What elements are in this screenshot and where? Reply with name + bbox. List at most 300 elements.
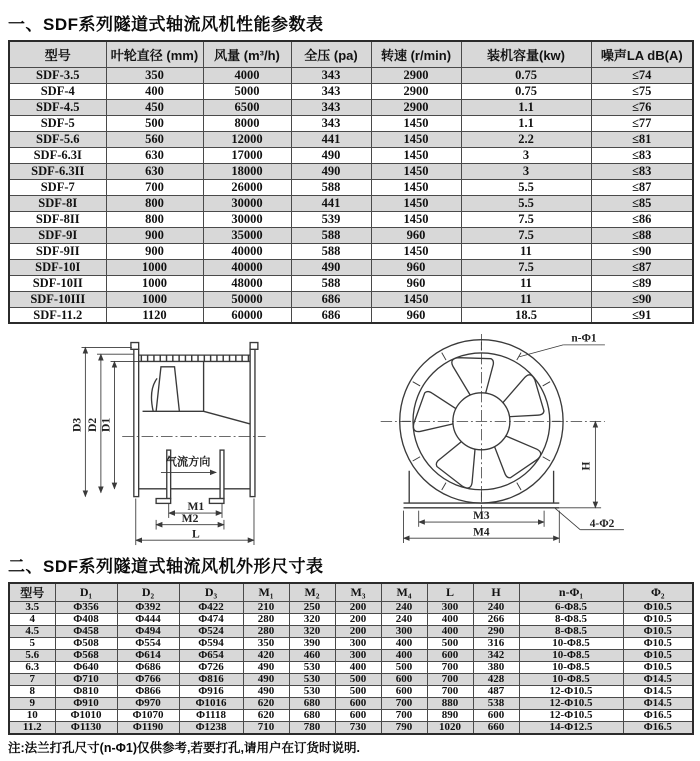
- fan-casing-outline: [130, 343, 257, 504]
- table-cell: 12-Φ10.5: [519, 698, 623, 710]
- table-cell: 300: [427, 602, 473, 614]
- table-row: [9, 179, 693, 195]
- column-header: 装机容量(kw): [461, 41, 591, 67]
- table-cell: Φ594: [179, 638, 243, 650]
- table-cell: 3.5: [9, 602, 55, 614]
- table-cell: 18000: [203, 163, 291, 179]
- table-cell: 500: [381, 662, 427, 674]
- table-cell: Φ14.5: [623, 698, 693, 710]
- table-cell: 790: [381, 722, 427, 735]
- table-cell: 4: [9, 614, 55, 626]
- table-cell: 588: [291, 243, 371, 259]
- table-cell: 10: [9, 710, 55, 722]
- section1-title: 一、SDF系列隧道式轴流风机性能参数表: [8, 15, 324, 34]
- table-cell: 8: [9, 686, 55, 698]
- table-cell: 441: [291, 131, 371, 147]
- table-row: [9, 686, 693, 698]
- table-cell: 300: [335, 650, 381, 662]
- table-cell: Φ1190: [117, 722, 179, 735]
- table-cell: 280: [243, 614, 289, 626]
- table-row: [9, 626, 693, 638]
- table-cell: 700: [427, 662, 473, 674]
- table-row: [9, 698, 693, 710]
- performance-table-header-row: [9, 41, 693, 67]
- table-cell: ≤83: [591, 147, 693, 163]
- table-cell: 1.1: [461, 115, 591, 131]
- dim-label-m3: M3: [472, 510, 490, 523]
- dimensions-table-header-row: [9, 583, 693, 602]
- table-cell: 30000: [203, 211, 291, 227]
- table-cell: 300: [335, 638, 381, 650]
- table-row: [9, 195, 693, 211]
- table-cell: 8-Φ8.5: [519, 614, 623, 626]
- table-cell: Φ654: [179, 650, 243, 662]
- table-cell: Φ422: [179, 602, 243, 614]
- table-cell: Φ554: [117, 638, 179, 650]
- table-row: [9, 99, 693, 115]
- table-cell: 7.5: [461, 259, 591, 275]
- table-cell: Φ810: [55, 686, 117, 698]
- dim-label-h: H: [580, 461, 593, 471]
- table-cell: 9: [9, 698, 55, 710]
- table-cell: 30000: [203, 195, 291, 211]
- table-cell: ≤87: [591, 259, 693, 275]
- table-cell: SDF-4: [9, 83, 106, 99]
- table-row: [9, 115, 693, 131]
- table-cell: ≤90: [591, 291, 693, 307]
- column-header: M₃: [335, 583, 381, 602]
- column-header: 全压 (pa): [291, 41, 371, 67]
- table-cell: 40000: [203, 243, 291, 259]
- table-cell: 1450: [371, 115, 461, 131]
- table-row: [9, 163, 693, 179]
- table-cell: 200: [335, 602, 381, 614]
- table-cell: SDF-8II: [9, 211, 106, 227]
- table-cell: Φ474: [179, 614, 243, 626]
- table-cell: 2900: [371, 67, 461, 83]
- table-cell: 1450: [371, 131, 461, 147]
- table-cell: 538: [473, 698, 519, 710]
- table-cell: Φ568: [55, 650, 117, 662]
- table-cell: Φ866: [117, 686, 179, 698]
- table-cell: 7.5: [461, 211, 591, 227]
- table-cell: 620: [243, 698, 289, 710]
- table-cell: Φ1016: [179, 698, 243, 710]
- table-cell: 441: [291, 195, 371, 211]
- table-cell: 490: [243, 662, 289, 674]
- table-cell: 800: [106, 195, 203, 211]
- table-cell: 400: [335, 662, 381, 674]
- table-row: [9, 147, 693, 163]
- table-cell: Φ686: [117, 662, 179, 674]
- table-cell: 11: [461, 243, 591, 259]
- table-cell: 800: [106, 211, 203, 227]
- table-cell: 460: [289, 650, 335, 662]
- table-cell: 3: [461, 163, 591, 179]
- table-cell: 5: [9, 638, 55, 650]
- table-cell: 1020: [427, 722, 473, 735]
- table-cell: SDF-9I: [9, 227, 106, 243]
- table-cell: Φ1118: [179, 710, 243, 722]
- column-header: 噪声LA dB(A): [591, 41, 693, 67]
- table-cell: 10-Φ8.5: [519, 662, 623, 674]
- table-cell: 2900: [371, 99, 461, 115]
- table-cell: 700: [381, 698, 427, 710]
- table-cell: SDF-6.3II: [9, 163, 106, 179]
- table-cell: 400: [381, 650, 427, 662]
- table-cell: 600: [335, 710, 381, 722]
- table-cell: Φ10.5: [623, 638, 693, 650]
- table-cell: 620: [243, 710, 289, 722]
- fan-front-view-diagram: [356, 328, 641, 547]
- table-cell: 380: [473, 662, 519, 674]
- table-cell: Φ816: [179, 674, 243, 686]
- table-cell: ≤89: [591, 275, 693, 291]
- table-row: [9, 275, 693, 291]
- table-cell: 2.2: [461, 131, 591, 147]
- table-cell: Φ356: [55, 602, 117, 614]
- table-cell: 530: [289, 686, 335, 698]
- table-cell: 1450: [371, 211, 461, 227]
- table-cell: 7.5: [461, 227, 591, 243]
- table-cell: 11.2: [9, 722, 55, 735]
- table-cell: ≤85: [591, 195, 693, 211]
- table-cell: Φ392: [117, 602, 179, 614]
- table-cell: 320: [289, 626, 335, 638]
- table-cell: Φ970: [117, 698, 179, 710]
- table-cell: 5000: [203, 83, 291, 99]
- table-cell: ≤87: [591, 179, 693, 195]
- table-cell: Φ16.5: [623, 722, 693, 735]
- table-cell: 1000: [106, 259, 203, 275]
- table-row: [9, 674, 693, 686]
- table-cell: 600: [335, 698, 381, 710]
- table-cell: 2900: [371, 83, 461, 99]
- table-cell: 1450: [371, 147, 461, 163]
- table-cell: 680: [289, 698, 335, 710]
- table-cell: SDF-3.5: [9, 67, 106, 83]
- table-cell: 12000: [203, 131, 291, 147]
- table-cell: 48000: [203, 275, 291, 291]
- table-cell: 12-Φ10.5: [519, 710, 623, 722]
- table-cell: ≤77: [591, 115, 693, 131]
- table-cell: 400: [427, 614, 473, 626]
- dim-label-m1: M1: [186, 500, 204, 514]
- table-cell: 1000: [106, 275, 203, 291]
- table-cell: 710: [243, 722, 289, 735]
- fan-side-view-diagram: [60, 328, 322, 547]
- table-cell: 900: [106, 243, 203, 259]
- table-row: [9, 650, 693, 662]
- table-row: [9, 131, 693, 147]
- table-cell: 8000: [203, 115, 291, 131]
- table-cell: 1450: [371, 291, 461, 307]
- column-header: M₂: [289, 583, 335, 602]
- table-cell: ≤81: [591, 131, 693, 147]
- column-header: D₃: [179, 583, 243, 602]
- table-cell: 11: [461, 275, 591, 291]
- table-cell: Φ458: [55, 626, 117, 638]
- table-cell: ≤91: [591, 307, 693, 323]
- table-cell: 240: [381, 602, 427, 614]
- table-cell: 60000: [203, 307, 291, 323]
- table-cell: Φ1010: [55, 710, 117, 722]
- table-cell: 500: [106, 115, 203, 131]
- table-cell: SDF-10I: [9, 259, 106, 275]
- table-cell: 539: [291, 211, 371, 227]
- table-cell: 490: [243, 674, 289, 686]
- table-cell: 560: [106, 131, 203, 147]
- table-row: [9, 291, 693, 307]
- table-cell: SDF-4.5: [9, 99, 106, 115]
- column-header: H: [473, 583, 519, 602]
- table-cell: 630: [106, 147, 203, 163]
- table-cell: 700: [106, 179, 203, 195]
- table-cell: 600: [427, 650, 473, 662]
- dim-label-d2: D2: [85, 417, 99, 433]
- table-row: [9, 614, 693, 626]
- table-row: [9, 83, 693, 99]
- dim-label-d1: D1: [99, 417, 113, 433]
- table-cell: SDF-7: [9, 179, 106, 195]
- table-cell: ≤75: [591, 83, 693, 99]
- table-cell: 343: [291, 67, 371, 83]
- column-header: D₂: [117, 583, 179, 602]
- table-cell: 490: [291, 163, 371, 179]
- table-cell: 10-Φ8.5: [519, 650, 623, 662]
- table-cell: 588: [291, 179, 371, 195]
- table-cell: 1.1: [461, 99, 591, 115]
- table-row: [9, 662, 693, 674]
- table-cell: 450: [106, 99, 203, 115]
- dim-label-d3: D3: [70, 417, 84, 433]
- table-cell: 280: [243, 626, 289, 638]
- dimension-drawings: [8, 328, 692, 550]
- table-cell: ≤90: [591, 243, 693, 259]
- table-cell: 240: [381, 614, 427, 626]
- section2-title: 二、SDF系列隧道式轴流风机外形尺寸表: [8, 557, 324, 576]
- column-header: M₄: [381, 583, 427, 602]
- table-cell: 290: [473, 626, 519, 638]
- table-cell: 5.5: [461, 195, 591, 211]
- table-cell: 1120: [106, 307, 203, 323]
- table-cell: 6.3: [9, 662, 55, 674]
- table-cell: 600: [381, 686, 427, 698]
- table-cell: ≤88: [591, 227, 693, 243]
- table-cell: 1450: [371, 163, 461, 179]
- table-cell: 890: [427, 710, 473, 722]
- table-cell: 26000: [203, 179, 291, 195]
- table-cell: Φ10.5: [623, 602, 693, 614]
- column-header: 型号: [9, 41, 106, 67]
- table-cell: 343: [291, 115, 371, 131]
- table-cell: 4000: [203, 67, 291, 83]
- table-cell: 266: [473, 614, 519, 626]
- dim-label-l: L: [191, 527, 200, 541]
- table-row: [9, 710, 693, 722]
- table-cell: 343: [291, 83, 371, 99]
- table-cell: SDF-10II: [9, 275, 106, 291]
- table-cell: Φ10.5: [623, 614, 693, 626]
- table-cell: 350: [243, 638, 289, 650]
- table-row: [9, 722, 693, 735]
- table-cell: SDF-6.3I: [9, 147, 106, 163]
- table-cell: 7: [9, 674, 55, 686]
- table-cell: 3: [461, 147, 591, 163]
- table-cell: 0.75: [461, 67, 591, 83]
- table-cell: 210: [243, 602, 289, 614]
- table-cell: 50000: [203, 291, 291, 307]
- table-cell: 588: [291, 275, 371, 291]
- table-cell: Φ640: [55, 662, 117, 674]
- table-cell: SDF-9II: [9, 243, 106, 259]
- table-cell: 660: [473, 722, 519, 735]
- table-cell: 960: [371, 259, 461, 275]
- table-cell: 1450: [371, 179, 461, 195]
- table-cell: ≤86: [591, 211, 693, 227]
- table-cell: Φ614: [117, 650, 179, 662]
- motor-silhouette: [156, 367, 179, 412]
- table-row: [9, 602, 693, 614]
- table-cell: Φ408: [55, 614, 117, 626]
- table-cell: ≤76: [591, 99, 693, 115]
- table-cell: Φ910: [55, 698, 117, 710]
- table-cell: 880: [427, 698, 473, 710]
- table-cell: 316: [473, 638, 519, 650]
- table-cell: 530: [289, 662, 335, 674]
- table-cell: 500: [335, 674, 381, 686]
- table-cell: 487: [473, 686, 519, 698]
- table-cell: SDF-11.2: [9, 307, 106, 323]
- table-cell: Φ444: [117, 614, 179, 626]
- table-cell: SDF-10III: [9, 291, 106, 307]
- table-cell: 1450: [371, 195, 461, 211]
- table-cell: Φ766: [117, 674, 179, 686]
- table-cell: 5.6: [9, 650, 55, 662]
- table-cell: 500: [335, 686, 381, 698]
- dim-label-m4: M4: [472, 526, 490, 539]
- table-cell: 428: [473, 674, 519, 686]
- table-cell: Φ710: [55, 674, 117, 686]
- table-cell: 240: [473, 602, 519, 614]
- table-cell: Φ16.5: [623, 710, 693, 722]
- table-cell: ≤74: [591, 67, 693, 83]
- table-row: [9, 243, 693, 259]
- table-cell: 11: [461, 291, 591, 307]
- table-cell: 390: [289, 638, 335, 650]
- table-cell: 730: [335, 722, 381, 735]
- table-cell: 700: [427, 686, 473, 698]
- table-cell: 686: [291, 307, 371, 323]
- table-cell: 8-Φ8.5: [519, 626, 623, 638]
- mounting-foot: [220, 450, 224, 498]
- table-cell: 490: [243, 686, 289, 698]
- table-cell: 400: [106, 83, 203, 99]
- column-header: D₁: [55, 583, 117, 602]
- performance-table: [8, 40, 694, 324]
- table-cell: 960: [371, 307, 461, 323]
- table-cell: 600: [473, 710, 519, 722]
- table-cell: ≤83: [591, 163, 693, 179]
- table-cell: 300: [381, 626, 427, 638]
- table-cell: 500: [427, 638, 473, 650]
- table-cell: Φ726: [179, 662, 243, 674]
- column-header: 型号: [9, 583, 55, 602]
- table-cell: 0.75: [461, 83, 591, 99]
- table-cell: 5.5: [461, 179, 591, 195]
- table-cell: 40000: [203, 259, 291, 275]
- bolt-holes-label: n-Φ1: [570, 332, 597, 345]
- column-header: 转速 (r/min): [371, 41, 461, 67]
- table-cell: SDF-5: [9, 115, 106, 131]
- table-cell: 4.5: [9, 626, 55, 638]
- table-cell: 420: [243, 650, 289, 662]
- table-cell: 10-Φ8.5: [519, 638, 623, 650]
- table-cell: Φ1070: [117, 710, 179, 722]
- table-cell: 18.5: [461, 307, 591, 323]
- table-cell: 1450: [371, 243, 461, 259]
- table-cell: 490: [291, 147, 371, 163]
- table-cell: Φ10.5: [623, 650, 693, 662]
- table-cell: Φ1238: [179, 722, 243, 735]
- table-row: [9, 307, 693, 323]
- table-cell: 588: [291, 227, 371, 243]
- column-header: M₁: [243, 583, 289, 602]
- table-cell: Φ494: [117, 626, 179, 638]
- table-cell: 780: [289, 722, 335, 735]
- table-cell: Φ10.5: [623, 662, 693, 674]
- table-cell: 680: [289, 710, 335, 722]
- table-row: [9, 227, 693, 243]
- column-header: n-Φ₁: [519, 583, 623, 602]
- table-cell: 530: [289, 674, 335, 686]
- table-cell: 700: [427, 674, 473, 686]
- table-cell: 350: [106, 67, 203, 83]
- table-cell: 14-Φ12.5: [519, 722, 623, 735]
- table-cell: 490: [291, 259, 371, 275]
- table-cell: 250: [289, 602, 335, 614]
- table-cell: Φ10.5: [623, 626, 693, 638]
- table-cell: SDF-5.6: [9, 131, 106, 147]
- table-row: [9, 259, 693, 275]
- table-cell: 960: [371, 227, 461, 243]
- table-row: [9, 67, 693, 83]
- table-cell: 686: [291, 291, 371, 307]
- table-cell: 900: [106, 227, 203, 243]
- table-cell: SDF-8I: [9, 195, 106, 211]
- airflow-direction-label: 气流方向: [165, 456, 210, 469]
- table-cell: 17000: [203, 147, 291, 163]
- table-cell: 960: [371, 275, 461, 291]
- foot-holes-label: 4-Φ2: [589, 517, 614, 530]
- table-cell: 200: [335, 614, 381, 626]
- table-row: [9, 638, 693, 650]
- table-cell: Φ524: [179, 626, 243, 638]
- table-cell: 342: [473, 650, 519, 662]
- table-cell: 10-Φ8.5: [519, 674, 623, 686]
- dimensions-table: [8, 582, 694, 735]
- table-cell: Φ14.5: [623, 674, 693, 686]
- table-cell: 600: [381, 674, 427, 686]
- table-cell: 6500: [203, 99, 291, 115]
- table-cell: 35000: [203, 227, 291, 243]
- table-cell: 320: [289, 614, 335, 626]
- table-cell: 400: [427, 626, 473, 638]
- table-cell: 343: [291, 99, 371, 115]
- footnote: 注:法兰打孔尺寸(n-Φ1)仅供参考,若要打孔,请用户在订货时说明.: [8, 741, 360, 755]
- table-cell: 630: [106, 163, 203, 179]
- table-cell: Φ916: [179, 686, 243, 698]
